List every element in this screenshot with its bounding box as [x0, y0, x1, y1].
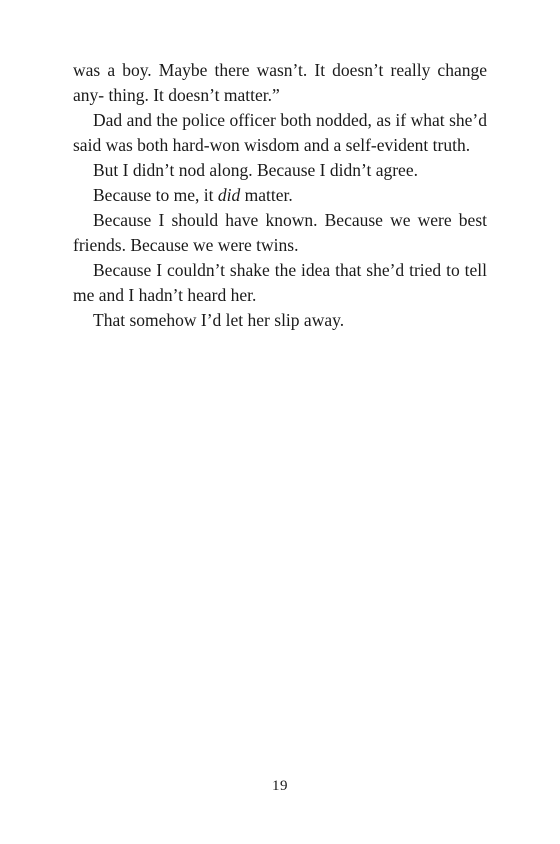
paragraph-continuation	[73, 58, 487, 108]
paragraph-text: That somehow I’d let her slip away.	[93, 310, 345, 330]
paragraph-text: Because I couldn’t shake the idea that she’d tried to tell me and I hadn’t heard her.	[73, 260, 487, 305]
paragraph	[73, 258, 487, 308]
page-number: 19	[272, 778, 288, 794]
paragraph	[73, 308, 487, 333]
paragraph-text: Dad and the police officer both nodded, as if what she’d said was both hard-won wisdom and a self-evident truth.	[73, 110, 487, 155]
paragraph	[73, 108, 487, 158]
paragraph-text-before: Because to me, it	[93, 185, 218, 205]
paragraph	[73, 208, 487, 258]
paragraph-text: But I didn’t nod along. Because I didn’t agree.	[93, 160, 418, 180]
paragraph-text-after: matter.	[240, 185, 293, 205]
paragraph-text: Because I should have known. Because we were best friends. Because we were twins.	[73, 210, 487, 255]
paragraph-text: was a boy. Maybe there wasn’t. It doesn’t really change any- thing. It doesn’t matter.”	[73, 60, 487, 105]
italic-emphasis: did	[217, 185, 241, 205]
paragraph	[73, 158, 487, 183]
paragraph	[73, 183, 487, 208]
body-text	[73, 58, 487, 333]
